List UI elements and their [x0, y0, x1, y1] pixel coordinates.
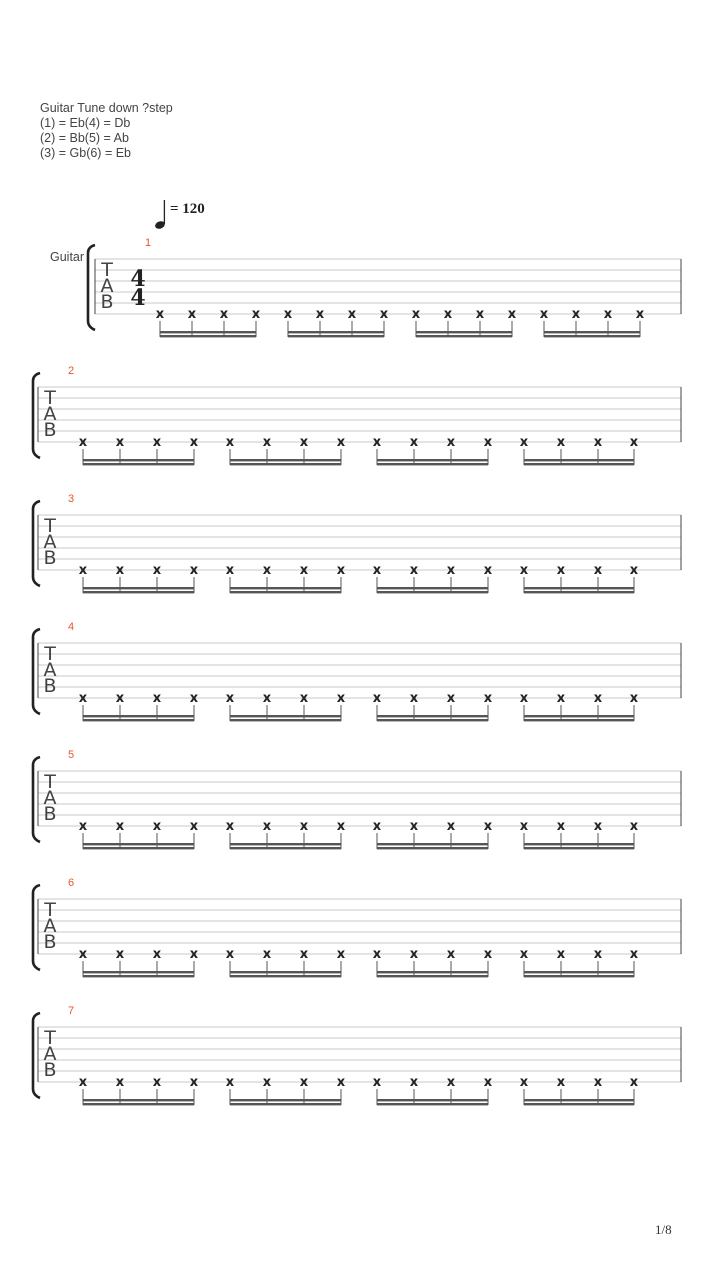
- measure-number: 7: [68, 1005, 75, 1017]
- beam: [83, 975, 194, 977]
- tab-clef-letter: A: [100, 275, 114, 297]
- tab-clef-letter: T: [44, 771, 56, 793]
- tab-system: [33, 749, 681, 849]
- system-bracket: [88, 245, 95, 330]
- beam: [377, 1099, 488, 1101]
- dead-note: x: [571, 307, 581, 322]
- tab-system: [33, 1005, 681, 1105]
- dead-note: x: [411, 307, 421, 322]
- beam: [230, 459, 341, 461]
- beam: [230, 971, 341, 973]
- dead-note: x: [336, 563, 346, 578]
- dead-note: x: [262, 691, 272, 706]
- tab-clef-letter: T: [44, 1027, 56, 1049]
- beam: [524, 1103, 634, 1105]
- dead-note: x: [225, 435, 235, 450]
- tab-clef-letter: A: [43, 659, 57, 681]
- system-bracket: [33, 1013, 40, 1098]
- dead-note: x: [372, 435, 382, 450]
- dead-note: x: [262, 947, 272, 962]
- dead-note: x: [251, 307, 261, 322]
- dead-note: x: [372, 563, 382, 578]
- beam: [524, 975, 634, 977]
- tab-clef-letter: B: [43, 547, 57, 569]
- dead-note: x: [593, 947, 603, 962]
- dead-note: x: [629, 947, 639, 962]
- dead-note: x: [78, 1075, 88, 1090]
- beam: [377, 463, 488, 465]
- beam: [377, 459, 488, 461]
- dead-note: x: [299, 947, 309, 962]
- beam: [524, 459, 634, 461]
- beam: [230, 591, 341, 593]
- dead-note: x: [593, 819, 603, 834]
- instrument-label: Guitar: [50, 250, 85, 264]
- beam: [83, 971, 194, 973]
- beam: [230, 847, 341, 849]
- dead-note: x: [519, 947, 529, 962]
- dead-note: x: [78, 691, 88, 706]
- dead-note: x: [446, 435, 456, 450]
- tab-clef-letter: B: [43, 1059, 57, 1081]
- dead-note: x: [593, 563, 603, 578]
- dead-note: x: [603, 307, 613, 322]
- dead-note: x: [372, 947, 382, 962]
- dead-note: x: [347, 307, 357, 322]
- dead-note: x: [262, 819, 272, 834]
- dead-note: x: [299, 691, 309, 706]
- beam: [160, 335, 256, 337]
- dead-note: x: [483, 691, 493, 706]
- dead-note: x: [299, 563, 309, 578]
- dead-note: x: [556, 947, 566, 962]
- beam: [416, 335, 512, 337]
- dead-note: x: [336, 819, 346, 834]
- beam: [524, 843, 634, 845]
- tab-clef-letter: B: [100, 291, 114, 313]
- dead-note: x: [225, 947, 235, 962]
- tab-clef-letter: T: [44, 387, 56, 409]
- beam: [83, 843, 194, 845]
- dead-note: x: [225, 563, 235, 578]
- dead-note: x: [519, 691, 529, 706]
- dead-note: x: [78, 947, 88, 962]
- beam: [83, 459, 194, 461]
- beam: [230, 715, 341, 717]
- beam: [83, 847, 194, 849]
- beam: [524, 715, 634, 717]
- dead-note: x: [483, 435, 493, 450]
- beam: [377, 715, 488, 717]
- beam: [83, 587, 194, 589]
- dead-note: x: [446, 563, 456, 578]
- dead-note: x: [635, 307, 645, 322]
- time-signature-bottom: 4: [130, 285, 146, 311]
- dead-note: x: [379, 307, 389, 322]
- beam: [83, 1099, 194, 1101]
- dead-note: x: [475, 307, 485, 322]
- dead-note: x: [299, 435, 309, 450]
- page-number: 1/8: [655, 1222, 672, 1237]
- dead-note: x: [593, 1075, 603, 1090]
- dead-note: x: [372, 691, 382, 706]
- dead-note: x: [372, 1075, 382, 1090]
- dead-note: x: [187, 307, 197, 322]
- tab-clef-letter: T: [44, 643, 56, 665]
- tab-clef-letter: A: [43, 403, 57, 425]
- measure-number: 2: [68, 365, 75, 377]
- tab-clef-letter: B: [43, 419, 57, 441]
- measure-number: 3: [68, 493, 75, 505]
- dead-note: x: [189, 1075, 199, 1090]
- tab-system: [33, 877, 681, 977]
- tab-clef-letter: B: [43, 675, 57, 697]
- dead-note: x: [225, 819, 235, 834]
- tempo-marking: = 120: [170, 201, 205, 217]
- beam: [377, 975, 488, 977]
- beam: [160, 331, 256, 333]
- beam: [230, 1103, 341, 1105]
- dead-note: x: [315, 307, 325, 322]
- dead-note: x: [556, 563, 566, 578]
- dead-note: x: [155, 307, 165, 322]
- dead-note: x: [446, 947, 456, 962]
- dead-note: x: [556, 1075, 566, 1090]
- tab-clef-letter: T: [44, 899, 56, 921]
- dead-note: x: [336, 1075, 346, 1090]
- tuning-title: Guitar Tune down ?step: [40, 101, 173, 115]
- beam: [377, 591, 488, 593]
- tab-clef-letter: B: [43, 931, 57, 953]
- beam: [230, 1099, 341, 1101]
- beam: [377, 587, 488, 589]
- dead-note: x: [115, 563, 125, 578]
- beam: [524, 1099, 634, 1101]
- dead-note: x: [152, 819, 162, 834]
- beam: [377, 847, 488, 849]
- beam: [544, 335, 640, 337]
- dead-note: x: [78, 435, 88, 450]
- system-bracket: [33, 629, 40, 714]
- dead-note: x: [152, 563, 162, 578]
- dead-note: x: [115, 947, 125, 962]
- dead-note: x: [409, 691, 419, 706]
- beam: [377, 1103, 488, 1105]
- dead-note: x: [409, 563, 419, 578]
- tab-system: [33, 365, 681, 465]
- beam: [524, 719, 634, 721]
- dead-note: x: [152, 435, 162, 450]
- beam: [230, 719, 341, 721]
- dead-note: x: [629, 691, 639, 706]
- dead-note: x: [519, 819, 529, 834]
- system-bracket: [33, 885, 40, 970]
- dead-note: x: [189, 819, 199, 834]
- beam: [544, 331, 640, 333]
- dead-note: x: [152, 691, 162, 706]
- beam: [230, 463, 341, 465]
- dead-note: x: [446, 819, 456, 834]
- tab-system: [88, 237, 681, 337]
- measure-number: 6: [68, 877, 75, 889]
- dead-note: x: [443, 307, 453, 322]
- dead-note: x: [483, 819, 493, 834]
- dead-note: x: [262, 435, 272, 450]
- dead-note: x: [483, 1075, 493, 1090]
- system-bracket: [33, 501, 40, 586]
- tab-clef-letter: A: [43, 915, 57, 937]
- dead-note: x: [556, 691, 566, 706]
- tab-system: [33, 493, 681, 593]
- beam: [83, 1103, 194, 1105]
- dead-note: x: [409, 947, 419, 962]
- beam: [230, 843, 341, 845]
- beam: [524, 591, 634, 593]
- dead-note: x: [225, 691, 235, 706]
- dead-note: x: [299, 1075, 309, 1090]
- beam: [83, 715, 194, 717]
- dead-note: x: [189, 947, 199, 962]
- dead-note: x: [115, 435, 125, 450]
- beam: [288, 331, 384, 333]
- dead-note: x: [262, 1075, 272, 1090]
- measure-number: 1: [145, 237, 152, 249]
- dead-note: x: [629, 435, 639, 450]
- beam: [377, 843, 488, 845]
- dead-note: x: [299, 819, 309, 834]
- beam: [230, 587, 341, 589]
- dead-note: x: [78, 819, 88, 834]
- dead-note: x: [446, 1075, 456, 1090]
- dead-note: x: [556, 435, 566, 450]
- beam: [230, 975, 341, 977]
- tuning-line-1: (1) = Eb(4) = Db: [40, 116, 131, 130]
- dead-note: x: [409, 1075, 419, 1090]
- beam: [83, 719, 194, 721]
- beam: [524, 847, 634, 849]
- dead-note: x: [556, 819, 566, 834]
- dead-note: x: [115, 691, 125, 706]
- dead-note: x: [336, 435, 346, 450]
- dead-note: x: [115, 819, 125, 834]
- dead-note: x: [189, 435, 199, 450]
- dead-note: x: [593, 435, 603, 450]
- measure-number: 4: [68, 621, 75, 633]
- dead-note: x: [262, 563, 272, 578]
- dead-note: x: [519, 435, 529, 450]
- dead-note: x: [629, 819, 639, 834]
- dead-note: x: [219, 307, 229, 322]
- tab-clef-letter: B: [43, 803, 57, 825]
- tab-clef-letter: T: [101, 259, 113, 281]
- dead-note: x: [336, 947, 346, 962]
- tab-clef-letter: A: [43, 1043, 57, 1065]
- beam: [377, 719, 488, 721]
- dead-note: x: [409, 435, 419, 450]
- dead-note: x: [283, 307, 293, 322]
- beam: [288, 335, 384, 337]
- dead-note: x: [336, 691, 346, 706]
- tab-clef-letter: T: [44, 515, 56, 537]
- system-bracket: [33, 757, 40, 842]
- dead-note: x: [519, 563, 529, 578]
- dead-note: x: [372, 819, 382, 834]
- dead-note: x: [152, 947, 162, 962]
- tab-clef-letter: A: [43, 531, 57, 553]
- system-bracket: [33, 373, 40, 458]
- dead-note: x: [593, 691, 603, 706]
- beam: [83, 591, 194, 593]
- beam: [524, 463, 634, 465]
- time-signature-top: 4: [130, 266, 146, 292]
- dead-note: x: [225, 1075, 235, 1090]
- dead-note: x: [519, 1075, 529, 1090]
- dead-note: x: [446, 691, 456, 706]
- dead-note: x: [78, 563, 88, 578]
- dead-note: x: [629, 563, 639, 578]
- beam: [524, 587, 634, 589]
- dead-note: x: [189, 563, 199, 578]
- dead-note: x: [483, 563, 493, 578]
- tab-system: [33, 621, 681, 721]
- tuning-line-2: (2) = Bb(5) = Ab: [40, 131, 129, 145]
- tuning-line-3: (3) = Gb(6) = Eb: [40, 146, 132, 160]
- beam: [416, 331, 512, 333]
- dead-note: x: [539, 307, 549, 322]
- dead-note: x: [115, 1075, 125, 1090]
- dead-note: x: [152, 1075, 162, 1090]
- beam: [83, 463, 194, 465]
- beam: [524, 971, 634, 973]
- dead-note: x: [189, 691, 199, 706]
- dead-note: x: [629, 1075, 639, 1090]
- beam: [377, 971, 488, 973]
- dead-note: x: [507, 307, 517, 322]
- tab-clef-letter: A: [43, 787, 57, 809]
- measure-number: 5: [68, 749, 75, 761]
- dead-note: x: [409, 819, 419, 834]
- dead-note: x: [483, 947, 493, 962]
